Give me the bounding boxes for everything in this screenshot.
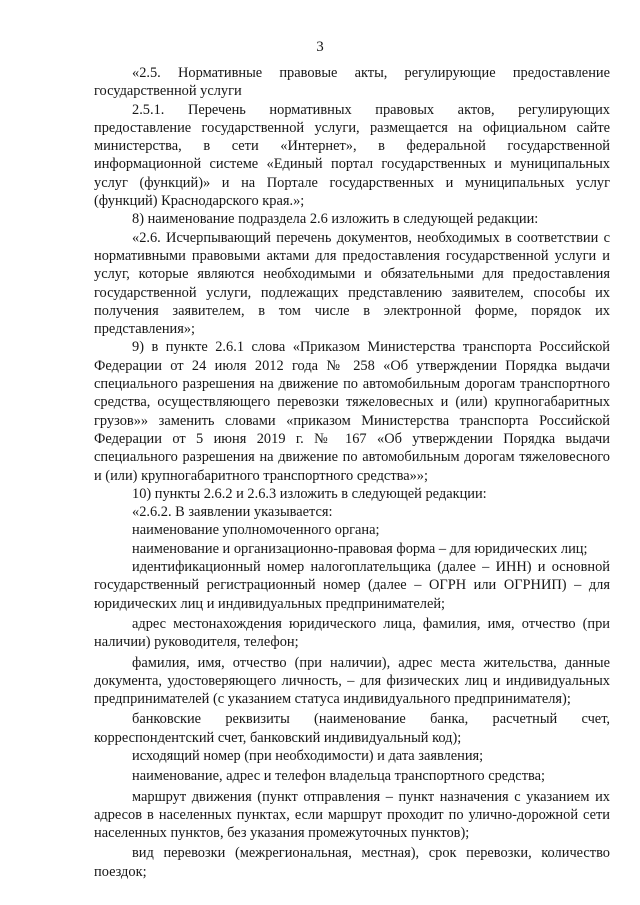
paragraph-heading-2-5: «2.5. Нормативные правовые акты, регулирующие предоставление государственной услуги xyxy=(94,65,610,100)
paragraph-item-8: 8) наименование подраздела 2.6 изложить в следующей редакции: xyxy=(132,211,539,228)
paragraph-heading-2-6: «2.6. Исчерпывающий перечень документов, необходимых в соответствии с нормативными правовыми актами для предоставления государственной услуги и услуг, которые являются необходимыми и обязательными для предоставления государственной услуги, подлежащих представлению заявителем, способы их получения заявителем, в том числе в электронной форме, порядок их представления»; xyxy=(94,229,610,338)
paragraph-2-5-1: 2.5.1. Перечень нормативных правовых актов, регулирующих предоставление государственной услуги, размещается на официальном сайте министерства, в сети «Интернет», в федеральной государственной информационной системе «Единый портал государственных и муниципальных услуг (функций)» и на Портале государственных и муниципальных услуг (функций) Краснодарского края.»; xyxy=(94,101,610,210)
paragraph-bank-details: банковские реквизиты (наименование банка, расчетный счет, корреспондентский счет, банковский индивидуальный код); xyxy=(94,711,610,746)
paragraph-outgoing-number: исходящий номер (при необходимости) и дата заявления; xyxy=(132,747,484,764)
paragraph-2-6-2: «2.6.2. В заявлении указывается: xyxy=(132,504,333,521)
paragraph-vehicle-owner: наименование, адрес и телефон владельца транспортного средства; xyxy=(132,768,545,785)
paragraph-personal-data: фамилия, имя, отчество (при наличии), адрес места жительства, данные документа, удостоверяющего личность, – для физических лиц и индивидуальных предпринимателей (с указанием статуса индивидуального предпринимателя); xyxy=(94,654,610,708)
page-number: 3 xyxy=(316,39,324,55)
paragraph-route: маршрут движения (пункт отправления – пункт назначения с указанием их адресов в населенных пунктах, если маршрут проходит по улично-дорожной сети населенных пунктов, без указания промежуточных пунктов); xyxy=(94,788,610,842)
paragraph-item-9: 9) в пункте 2.6.1 слова «Приказом Министерства транспорта Российской Федерации от 24 июля 2012 года № 258 «Об утверждении Порядка выдачи специального разрешения на движение по автомобильным дорогам транспортного средства, осуществляющего перевозки тяжеловесных и (или) крупногабаритных грузов»» заменить словами «приказом Министерства транспорта Российской Федерации от 5 июня 2019 г. № 167 «Об утверждении Порядка выдачи специального разрешения на движение по автомобильным дорогам тяжеловесного и (или) крупногабаритного транспортного средства»»; xyxy=(94,339,610,484)
document-body xyxy=(94,64,610,881)
paragraph-item-10: 10) пункты 2.6.2 и 2.6.3 изложить в следующей редакции: xyxy=(132,485,487,502)
paragraph-inn-ogrn: идентификационный номер налогоплательщика (далее – ИНН) и основной государственный регистрационный номер (далее – ОГРН или ОГРНИП) – для юридических лиц и индивидуальных предпринимателей; xyxy=(94,559,610,612)
paragraph-authority-name: наименование уполномоченного органа; xyxy=(132,522,380,539)
paragraph-transport-type: вид перевозки (межрегиональная, местная), срок перевозки, количество поездок; xyxy=(94,845,610,880)
paragraph-legal-form: наименование и организационно-правовая форма – для юридических лиц; xyxy=(132,540,588,557)
paragraph-legal-address: адрес местонахождения юридического лица, фамилия, имя, отчество (при наличии) руководителя, телефон; xyxy=(94,615,610,651)
